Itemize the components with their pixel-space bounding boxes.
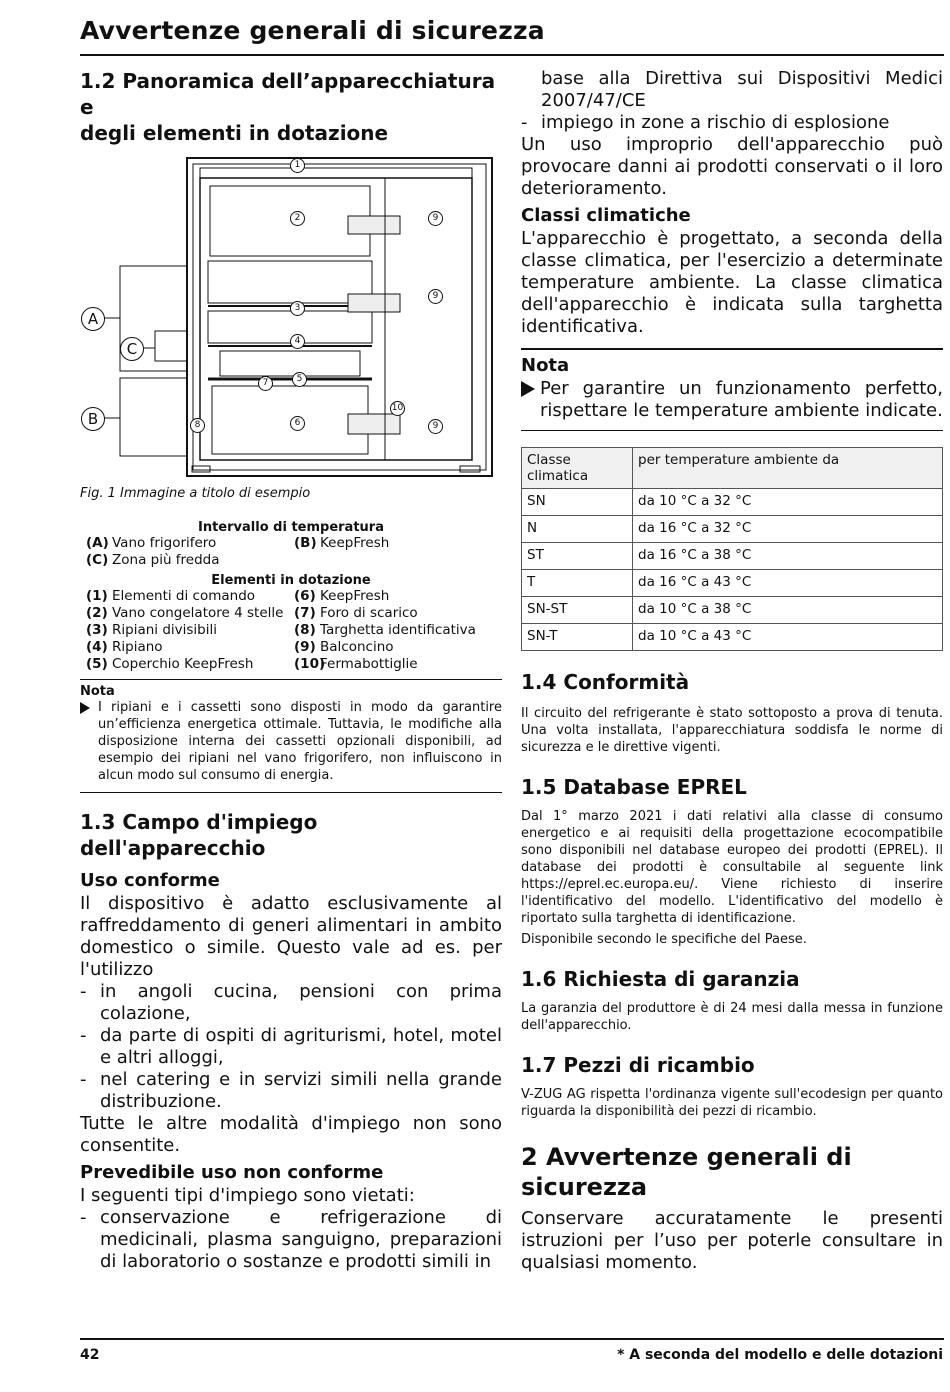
- section-1-6-heading: 1.6 Richiesta di garanzia: [521, 967, 800, 991]
- figure-caption: Fig. 1 Immagine a titolo di esempio: [80, 486, 311, 501]
- uso-conforme-text: Il dispositivo è adatto esclusivamente al raffreddamento di generi alimentari in ambito domestico o simile. Questo vale ad es. per l'utilizzo: [80, 893, 502, 980]
- table-cell: da 16 °C a 43 °C: [633, 570, 943, 597]
- table-cell: da 16 °C a 32 °C: [633, 516, 943, 543]
- prevedibile-title: Prevedibile uso non conforme: [80, 1162, 384, 1183]
- table-cell: SN-ST: [522, 597, 633, 624]
- legend-value: Elementi di comando: [112, 588, 256, 604]
- list-item: - impiego in zone a rischio di esplosione: [521, 112, 943, 134]
- list-item: - nel catering e in servizi simili nella grande distribuzione.: [80, 1069, 502, 1113]
- nota-rule-top: [521, 348, 943, 350]
- appliance-drawing: [80, 156, 502, 486]
- page-header-title: Avvertenze generali di sicurezza: [80, 16, 545, 45]
- callout-7: 7: [258, 376, 273, 391]
- legend-value: Ripiani divisibili: [112, 622, 217, 638]
- footer-note: * A seconda del modello e delle dotazioni: [617, 1347, 943, 1363]
- table-row: [522, 543, 943, 570]
- table-cell: ST: [522, 543, 633, 570]
- nota-title: Nota: [80, 684, 115, 699]
- climate-class-table: [521, 447, 943, 651]
- table-cell: da 10 °C a 38 °C: [633, 597, 943, 624]
- nota-text: I ripiani e i cassetti sono disposti in modo da garantire un’efficienza energetica ottimale. Tuttavia, le modifiche alla disposizione interna dei cassetti opzionali disponibili, ad esempio dei ripiani nel vano frigorifero, non influiscono in alcun modo sul consumo di energia.: [98, 700, 502, 783]
- legend-key: (7): [294, 605, 316, 621]
- table-cell: SN-T: [522, 624, 633, 651]
- table-header-cell: per temperature ambiente da: [633, 448, 943, 489]
- legend-key: (C): [86, 552, 109, 568]
- nota-row: [80, 699, 502, 784]
- legend-key: (10): [294, 656, 326, 672]
- page-number: 42: [80, 1347, 100, 1363]
- callout-3: 3: [290, 301, 305, 316]
- legend-key: (A): [86, 535, 109, 551]
- legend-key: (3): [86, 622, 108, 638]
- table-cell: N: [522, 516, 633, 543]
- legend-temp-title: Intervallo di temperatura: [198, 520, 384, 535]
- legend-key: (8): [294, 622, 316, 638]
- section-1-5-text2: Disponibile secondo le specifiche del Paese.: [521, 932, 807, 947]
- legend-key: (6): [294, 588, 316, 604]
- list-item: - in angoli cucina, pensioni con prima colazione,: [80, 981, 502, 1025]
- table-header-cell: Classe climatica: [522, 448, 633, 489]
- legend-value: Foro di scarico: [320, 605, 418, 621]
- legend-value: Balconcino: [320, 639, 394, 655]
- section-1-7-text: V-ZUG AG rispetta l'ordinanza vigente sull'ecodesign per quanto riguarda la disponibilità dei pezzi di ricambio.: [521, 1087, 943, 1119]
- nota-rule-bottom: [521, 430, 943, 431]
- appliance-diagram: [80, 156, 502, 546]
- legend-key: (9): [294, 639, 316, 655]
- legend-value: Vano frigorifero: [112, 535, 217, 551]
- legend-items-title: Elementi in dotazione: [211, 573, 371, 588]
- table-row: [522, 516, 943, 543]
- section-1-7-heading: 1.7 Pezzi di ricambio: [521, 1053, 755, 1077]
- table-row: [522, 489, 943, 516]
- callout-1: 1: [290, 158, 305, 173]
- table-row: [522, 570, 943, 597]
- legend-value: KeepFresh: [320, 588, 390, 604]
- zone-label-c: C: [120, 337, 144, 361]
- legend-value: Ripiano: [112, 639, 163, 655]
- classi-text: L'apparecchio è progettato, a seconda della classe climatica, per l'esercizio a determinate temperature ambiente. La classe climatica dell'apparecchio è indicata sulla targhetta identificativa.: [521, 228, 943, 337]
- section-1-2-heading: [80, 68, 502, 146]
- section-1-6-text: La garanzia del produttore è di 24 mesi dalla messa in funzione dell'apparecchio.: [521, 1001, 943, 1033]
- nota-right-text: Per garantire un funzionamento perfetto, rispettare le temperature ambiente indicate.: [540, 378, 943, 421]
- legend-key: [288, 552, 320, 569]
- right-column: [521, 68, 943, 1274]
- zone-label-a: A: [81, 307, 105, 331]
- section-2-text: Conservare accuratamente le presenti istruzioni per l’uso per poterle consultare in qualsiasi momento.: [521, 1208, 943, 1273]
- table-row: [522, 624, 943, 651]
- table-cell: da 10 °C a 32 °C: [633, 489, 943, 516]
- legend-rule: [80, 679, 502, 680]
- section-1-5-text: Dal 1° marzo 2021 i dati relativi alla classe di consumo energetico e ai requisiti della progettazione ecocompatibile sono disponibili nel database europeo dei prodotti (EPREL). Il database dei prodotti è consultabile al seguente link https://eprel.ec.europa.eu/. Viene richiesto di inserire l'identificativo del modello. L'identificativo del modello è riportato sulla targhetta di identificazione.: [521, 809, 943, 926]
- uso-conforme-title: Uso conforme: [80, 870, 220, 891]
- table-header-row: [522, 448, 943, 489]
- callout-8: 8: [190, 418, 205, 433]
- section-1-3-heading: 1.3 Campo d'impiego dell'apparecchio: [80, 810, 318, 860]
- callout-6: 6: [290, 416, 305, 431]
- footer-rule: [80, 1338, 944, 1340]
- callout-9b: 9: [428, 289, 443, 304]
- section-1-2-heading-line1: 1.2 Panoramica dell’apparecchiatura e: [80, 69, 496, 119]
- legend-items: [80, 588, 502, 673]
- table-cell: da 10 °C a 43 °C: [633, 624, 943, 651]
- list-item: - conservazione e refrigerazione di medicinali, plasma sanguigno, preparazioni di laboratorio o sostanze e prodotti simili in: [80, 1207, 502, 1273]
- prevedibile-text: I seguenti tipi d'impiego sono vietati:: [80, 1185, 415, 1206]
- left-column: [80, 68, 502, 1273]
- legend-key: (B): [294, 535, 317, 551]
- arrow-right-icon: [80, 702, 90, 714]
- callout-4: 4: [290, 334, 305, 349]
- table-cell: T: [522, 570, 633, 597]
- table-cell: da 16 °C a 38 °C: [633, 543, 943, 570]
- callout-2: 2: [290, 211, 305, 226]
- nota-right-title: Nota: [521, 355, 570, 376]
- callout-9c: 9: [428, 419, 443, 434]
- callout-9a: 9: [428, 211, 443, 226]
- section-1-4-text: Il circuito del refrigerante è stato sottoposto a prova di tenuta. Una volta installata, l'apparecchiatura soddisfa le norme di sicurezza e le direttive vigenti.: [521, 706, 943, 755]
- legend-value: KeepFresh: [320, 535, 390, 551]
- nota-right-row: [521, 378, 943, 422]
- legend-key: (5): [86, 656, 108, 672]
- prevedibile-list-continuation: base alla Direttiva sui Dispositivi Medici 2007/47/CE: [541, 68, 943, 111]
- zone-label-b: B: [81, 407, 105, 431]
- legend-key: (2): [86, 605, 108, 621]
- section-1-5-heading: 1.5 Database EPREL: [521, 775, 747, 799]
- legend-value: Targhetta identificativa: [320, 622, 476, 638]
- callout-5: 5: [292, 372, 307, 387]
- legend-key: (1): [86, 588, 108, 604]
- list-item: - da parte di ospiti di agriturismi, hotel, motel e altri alloggi,: [80, 1025, 502, 1069]
- uso-conforme-list: [80, 981, 502, 1113]
- table-row: [522, 597, 943, 624]
- nota-rule: [80, 792, 502, 793]
- arrow-right-icon: [521, 381, 535, 397]
- section-1-4-heading: 1.4 Conformità: [521, 670, 690, 694]
- callout-10: 10: [390, 401, 405, 416]
- prevedibile-list: [80, 1207, 502, 1273]
- uso-improprio-text: Un uso improprio dell'apparecchio può provocare danni ai prodotti conservati o il loro deterioramento.: [521, 134, 943, 199]
- legend-value: [320, 552, 500, 569]
- altre-modalita-text: Tutte le altre modalità d'impiego non sono consentite.: [80, 1113, 502, 1156]
- legend-value: Vano congelatore 4 stelle: [112, 605, 284, 621]
- classi-title: Classi climatiche: [521, 205, 691, 226]
- section-2-heading: 2 Avvertenze generali di sicurezza: [521, 1143, 852, 1201]
- legend-value: Zona più fredda: [112, 552, 220, 568]
- table-cell: SN: [522, 489, 633, 516]
- legend-key: (4): [86, 639, 108, 655]
- prevedibile-list-2: [521, 112, 943, 134]
- legend-value: Fermabottiglie: [320, 656, 418, 672]
- section-1-2-heading-line2: degli elementi in dotazione: [80, 121, 389, 145]
- header-rule: [80, 54, 944, 56]
- legend-value: Coperchio KeepFresh: [112, 656, 254, 672]
